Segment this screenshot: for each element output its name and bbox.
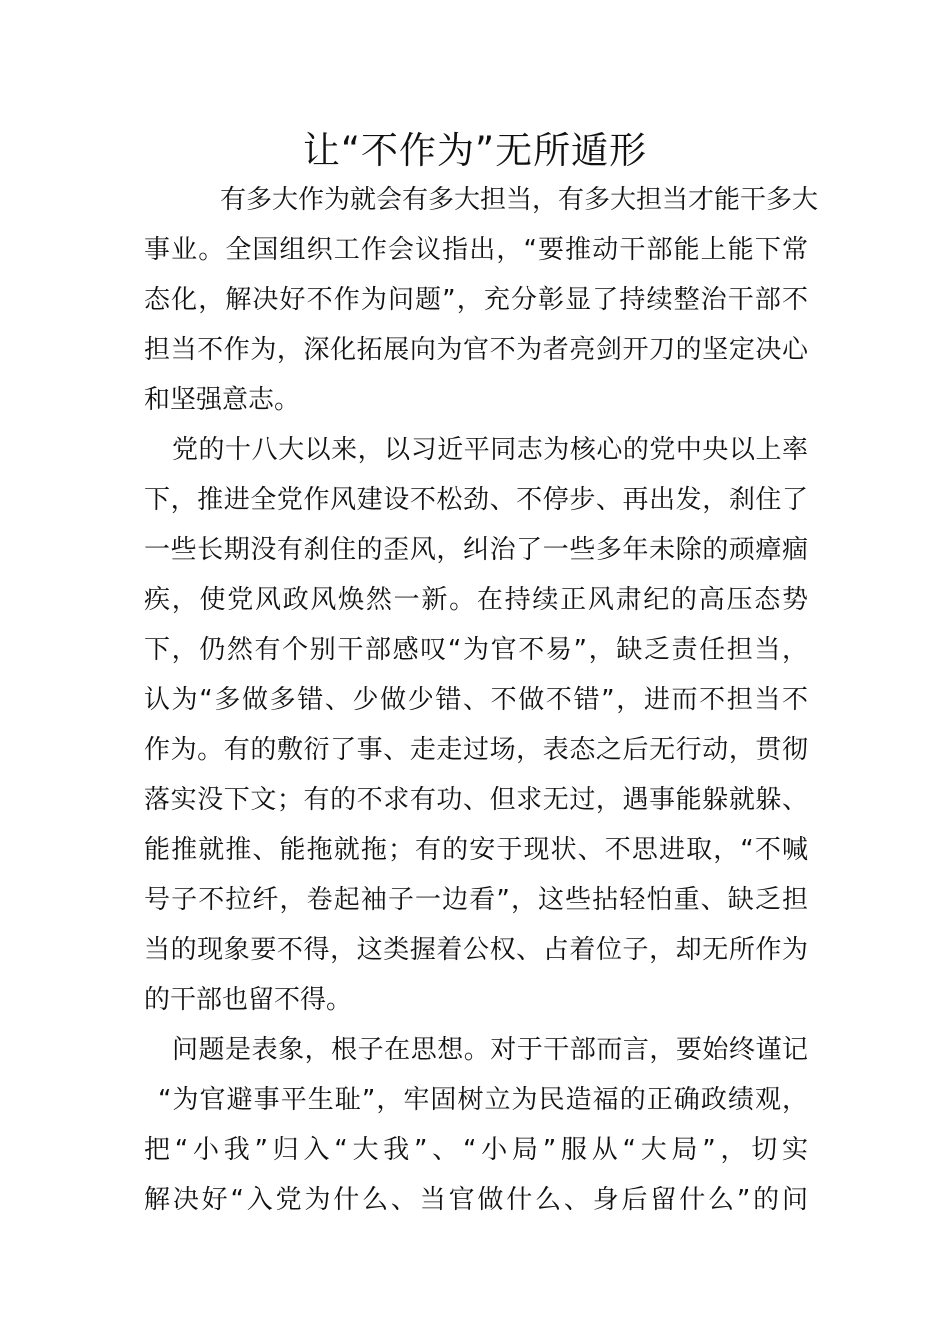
- paragraph-1-line-4: 担当不作为，深化拓展向为官不为者亮剑开刀的坚定决心: [144, 335, 808, 365]
- paragraph-2-line-8: 落实没下文；有的不求有功、但求无过，遇事能躲就躲、: [144, 785, 808, 815]
- paragraph-3-line-2: “为官避事平生耻”，牢固树立为民造福的正确政绩观，: [158, 1085, 808, 1115]
- paragraph-2-line-2: 下，推进全党作风建设不松劲、不停步、再出发，刹住了: [144, 485, 808, 515]
- paragraph-2-line-3: 一些长期没有刹住的歪风，纠治了一些多年未除的顽瘴痼: [144, 535, 808, 565]
- paragraph-3-line-1: 问题是表象，根子在思想。对于干部而言，要始终谨记: [172, 1035, 808, 1065]
- paragraph-1-line-2: 事业。全国组织工作会议指出，“要推动干部能上能下常: [144, 235, 808, 265]
- paragraph-1-line-1: 有多大作为就会有多大担当，有多大担当才能干多大: [220, 185, 819, 215]
- paragraph-2-line-10: 号子不拉纤，卷起袖子一边看”，这些拈轻怕重、缺乏担: [144, 885, 808, 915]
- paragraph-2-line-5: 下，仍然有个别干部感叹“为官不易”，缺乏责任担当，: [144, 635, 808, 665]
- paragraph-3-line-4: 解决好“入党为什么、当官做什么、身后留什么”的问: [144, 1185, 808, 1215]
- document-title: 让“不作为”无所遁形: [302, 129, 648, 172]
- paragraph-2-line-6: 认为“多做多错、少做少错、不做不错”，进而不担当不: [144, 685, 808, 715]
- paragraph-1-line-5: 和坚强意志。: [144, 385, 301, 415]
- paragraph-2-line-7: 作为。有的敷衍了事、走走过场，表态之后无行动，贯彻: [144, 735, 808, 765]
- paragraph-2-line-12: 的干部也留不得。: [144, 985, 353, 1015]
- paragraph-2-line-4: 疾，使党风政风焕然一新。在持续正风肃纪的高压态势: [144, 585, 808, 615]
- paragraph-2-line-1: 党的十八大以来，以习近平同志为核心的党中央以上率: [172, 435, 808, 465]
- paragraph-1-line-3: 态化，解决好不作为问题”，充分彰显了持续整治干部不: [144, 285, 808, 315]
- paragraph-2-line-9: 能推就推、能拖就拖；有的安于现状、不思进取，“不喊: [144, 835, 808, 865]
- paragraph-2-line-11: 当的现象要不得，这类握着公权、占着位子，却无所作为: [144, 935, 808, 965]
- paragraph-3-line-3: 把“小我”归入“大我”、“小局”服从“大局”，切实: [144, 1135, 808, 1165]
